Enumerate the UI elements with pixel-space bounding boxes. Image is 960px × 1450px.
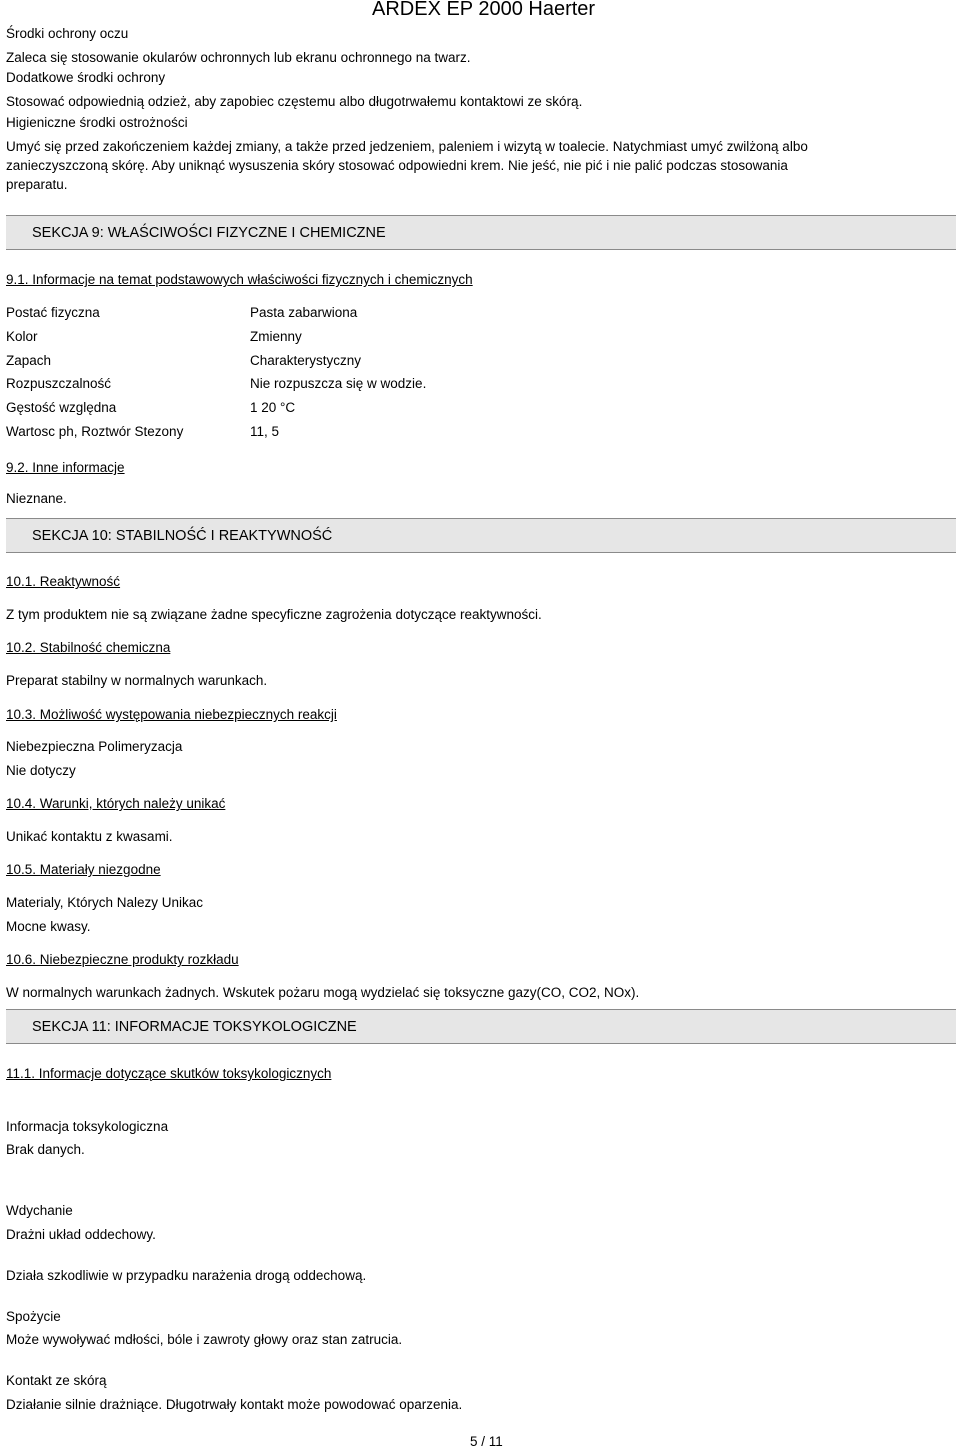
page-number: 5 / 11 bbox=[470, 1434, 503, 1449]
section-9-header bbox=[6, 215, 956, 250]
ingestion-label: Spożycie bbox=[6, 1309, 61, 1324]
conditions-to-avoid-text: Unikać kontaktu z kwasami. bbox=[6, 829, 173, 844]
subsection-10-2-heading: 10.2. Stabilność chemiczna bbox=[6, 640, 171, 655]
reactivity-text: Z tym produktem nie są związane żadne specyficzne zagrożenia dotyczące reaktywności. bbox=[6, 607, 542, 622]
ingestion-text: Może wywoływać mdłości, bóle i zawroty głowy oraz stan zatrucia. bbox=[6, 1332, 403, 1347]
property-value: 11, 5 bbox=[250, 424, 280, 439]
tox-info-label: Informacja toksykologiczna bbox=[6, 1119, 169, 1134]
hygiene-text-line3: preparatu. bbox=[6, 177, 68, 192]
additional-protection-label: Dodatkowe środki ochrony bbox=[6, 70, 166, 85]
skin-contact-label: Kontakt ze skórą bbox=[6, 1373, 107, 1388]
skin-contact-text: Działanie silnie drażniące. Długotrwały kontakt może powodować oparzenia. bbox=[6, 1397, 463, 1412]
eye-protection-label: Środki ochrony oczu bbox=[6, 26, 129, 41]
incompatible-materials-label: Materialy, Których Nalezy Unikac bbox=[6, 895, 204, 910]
property-value: Nie rozpuszcza się w wodzie. bbox=[250, 376, 427, 391]
section-11-header bbox=[6, 1009, 956, 1044]
property-label: Rozpuszczalność bbox=[6, 376, 112, 391]
hygiene-label: Higieniczne środki ostrożności bbox=[6, 115, 188, 130]
section-9-title: SEKCJA 9: WŁAŚCIWOŚCI FIZYCZNE I CHEMICZNE bbox=[32, 225, 386, 241]
property-value: Pasta zabarwiona bbox=[250, 305, 358, 320]
polymerization-text: Nie dotyczy bbox=[6, 763, 76, 778]
property-label: Wartosc ph, Roztwór Stezony bbox=[6, 424, 184, 439]
property-value: Zmienny bbox=[250, 329, 302, 344]
stability-text: Preparat stabilny w normalnych warunkach. bbox=[6, 673, 268, 688]
decomposition-products-text: W normalnych warunkach żadnych. Wskutek pożaru mogą wydzielać się toksyczne gazy(CO, CO2, NOx). bbox=[6, 985, 640, 1000]
hygiene-text-line2: zanieczyszczoną skórę. Aby uniknąć wysuszenia skóry stosować odpowiedni krem. Nie jeść, nie pić i nie palić podczas stosowania bbox=[6, 158, 788, 173]
inhalation-text-2: Działa szkodliwie w przypadku narażenia drogą oddechową. bbox=[6, 1268, 367, 1283]
section-11-title: SEKCJA 11: INFORMACJE TOKSYKOLOGICZNE bbox=[32, 1019, 357, 1035]
subsection-10-6-heading: 10.6. Niebezpieczne produkty rozkładu bbox=[6, 952, 239, 967]
subsection-9-1-heading: 9.1. Informacje na temat podstawowych właściwości fizycznych i chemicznych bbox=[6, 272, 473, 287]
subsection-10-1-heading: 10.1. Reaktywność bbox=[6, 574, 121, 589]
property-label: Gęstość względna bbox=[6, 400, 117, 415]
property-label: Kolor bbox=[6, 329, 38, 344]
hygiene-text-line1: Umyć się przed zakończeniem każdej zmiany, a także przed jedzeniem, paleniem i wizytą w toalecie. Natychmiast umyć zwilżoną albo bbox=[6, 139, 808, 154]
section-10-title: SEKCJA 10: STABILNOŚĆ I REAKTYWNOŚĆ bbox=[32, 528, 333, 544]
eye-protection-text: Zaleca się stosowanie okularów ochronnych lub ekranu ochronnego na twarz. bbox=[6, 50, 471, 65]
property-value: Charakterystyczny bbox=[250, 353, 362, 368]
subsection-10-4-heading: 10.4. Warunki, których należy unikać bbox=[6, 796, 226, 811]
additional-protection-text: Stosować odpowiednią odzież, aby zapobiec częstemu albo długotrwałemu kontaktowi ze skórą. bbox=[6, 94, 583, 109]
polymerization-label: Niebezpieczna Polimeryzacja bbox=[6, 739, 183, 754]
property-label: Postać fizyczna bbox=[6, 305, 100, 320]
section-10-header bbox=[6, 518, 956, 553]
subsection-10-5-heading: 10.5. Materiały niezgodne bbox=[6, 862, 161, 877]
tox-info-text: Brak danych. bbox=[6, 1142, 85, 1157]
subsection-10-3-heading: 10.3. Możliwość występowania niebezpiecznych reakcji bbox=[6, 707, 337, 722]
subsection-9-2-heading: 9.2. Inne informacje bbox=[6, 460, 125, 475]
document-title: ARDEX EP 2000 Haerter bbox=[372, 0, 596, 20]
incompatible-materials-text: Mocne kwasy. bbox=[6, 919, 91, 934]
property-value: 1 20 °C bbox=[250, 400, 296, 415]
property-label: Zapach bbox=[6, 353, 52, 368]
subsection-11-1-heading: 11.1. Informacje dotyczące skutków toksykologicznych bbox=[6, 1066, 332, 1081]
inhalation-label: Wdychanie bbox=[6, 1203, 73, 1218]
other-info-text: Nieznane. bbox=[6, 491, 67, 506]
inhalation-text: Drażni układ oddechowy. bbox=[6, 1227, 156, 1242]
